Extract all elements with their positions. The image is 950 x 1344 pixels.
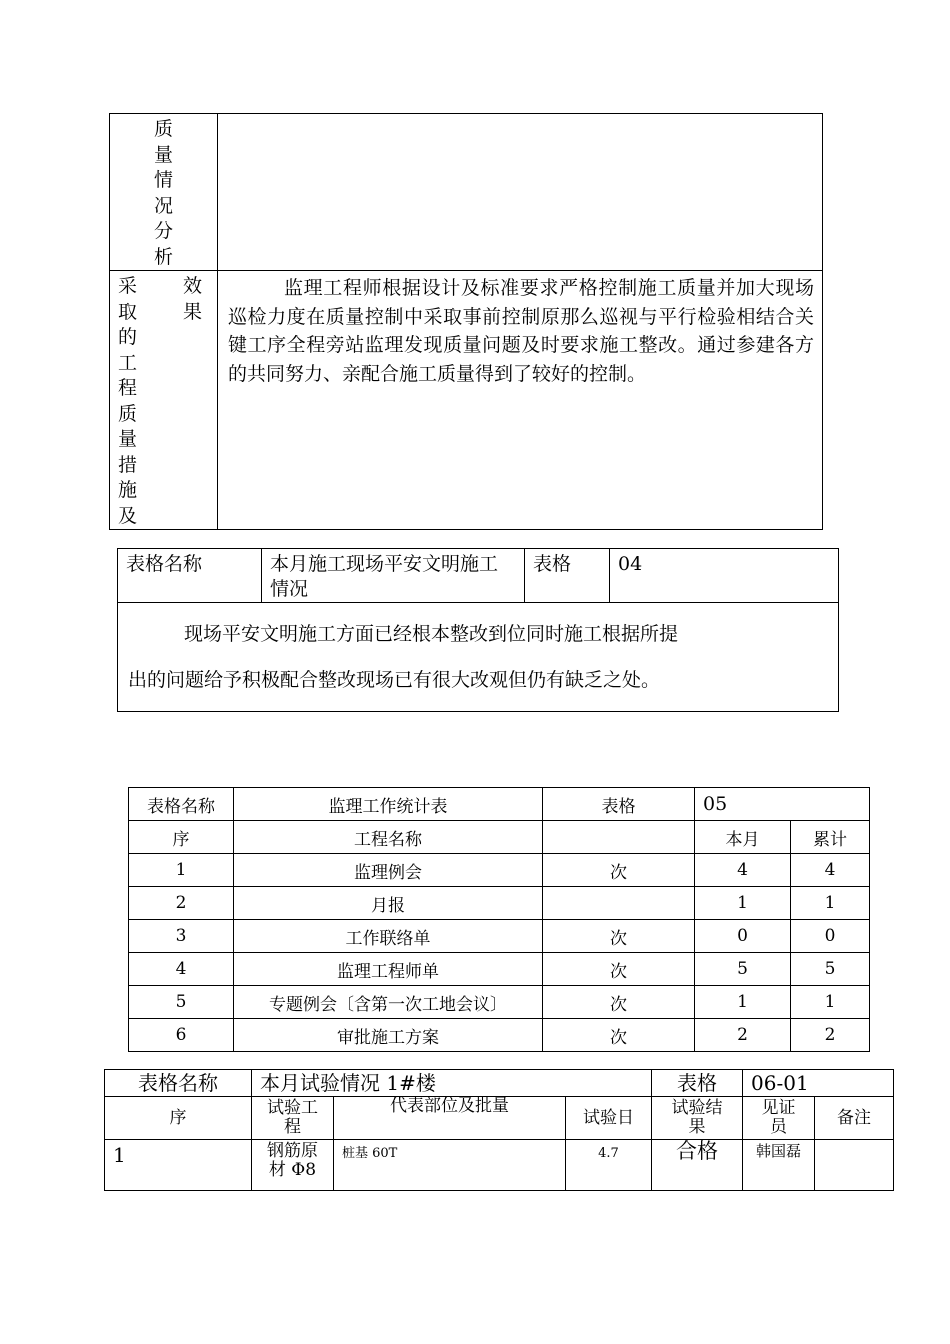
table-name-label: 表格名称 [118, 549, 262, 603]
table-row: 4 监理工程师单 次 5 5 [129, 953, 870, 986]
table-row: 6 审批施工方案 次 2 2 [129, 1019, 870, 1052]
measures-label-cell [110, 271, 218, 530]
test-results-table [104, 1069, 894, 1191]
header-month: 本月 [695, 821, 791, 854]
measures-content-cell [218, 271, 823, 530]
header-part: 代表部位及批量 [334, 1097, 566, 1140]
table-no-label: 表格 [525, 549, 610, 603]
quality-analysis-label: 质 量 情 况 分 析 [154, 118, 174, 268]
header-item: 试验工 程 [252, 1097, 334, 1140]
header-remark: 备注 [815, 1097, 894, 1140]
table-no-value: 06-01 [743, 1070, 894, 1097]
safety-content-cell [118, 603, 839, 712]
supervision-stats-table [128, 787, 870, 1052]
header-unit [543, 821, 695, 854]
table-name-value: 本月施工现场平安文明施工情况 [262, 549, 525, 603]
table-name-value: 监理工作统计表 [234, 788, 543, 821]
header-no: 序 [129, 821, 234, 854]
header-result: 试验结 果 [652, 1097, 743, 1140]
table-name-label: 表格名称 [105, 1070, 252, 1097]
quality-analysis-content-cell [218, 114, 823, 271]
measures-paragraph: 监理工程师根据设计及标准要求严格控制施工质量并加大现场巡检力度在质量控制中采取事前控制原那么巡视与平行检验相结合关键工序全程旁站监理发现质量问题及时要求施工整改。通过参建各方的共同努力、亲配合施工质量得到了较好的控制。 [228, 277, 814, 385]
measures-label: 采 取 的 工 程 质 量 措 施 及 效 果 [118, 275, 203, 527]
quality-analysis-label-cell [110, 114, 218, 271]
table-row: 3 工作联络单 次 0 0 [129, 920, 870, 953]
header-date: 试验日 [566, 1097, 652, 1140]
safety-civilization-table [117, 548, 839, 712]
table-row: 1 钢筋原 材 Φ8 桩基 60T 4.7 合格 韩国磊 [105, 1140, 894, 1191]
safety-paragraph-line1: 现场平安文明施工方面已经根本整改到位同时施工根据所提 [184, 623, 679, 645]
header-no: 序 [105, 1097, 252, 1140]
safety-paragraph-line2: 出的问题给予积极配合整改现场已有很大改观但仍有缺乏之处。 [128, 669, 661, 691]
table-no-value: 05 [695, 788, 870, 821]
quality-analysis-table [109, 113, 823, 530]
header-total: 累计 [791, 821, 870, 854]
header-name: 工程名称 [234, 821, 543, 854]
table-name-label: 表格名称 [129, 788, 234, 821]
table-no-value: 04 [610, 549, 839, 603]
table-no-label: 表格 [543, 788, 695, 821]
header-witness: 见证 员 [743, 1097, 815, 1140]
table-row: 5 专题例会〔含第一次工地会议〕 次 1 1 [129, 986, 870, 1019]
table-name-value: 本月试验情况 1#楼 [252, 1070, 652, 1097]
table-row: 2 月报 1 1 [129, 887, 870, 920]
table-row: 1 监理例会 次 4 4 [129, 854, 870, 887]
table-no-label: 表格 [652, 1070, 743, 1097]
